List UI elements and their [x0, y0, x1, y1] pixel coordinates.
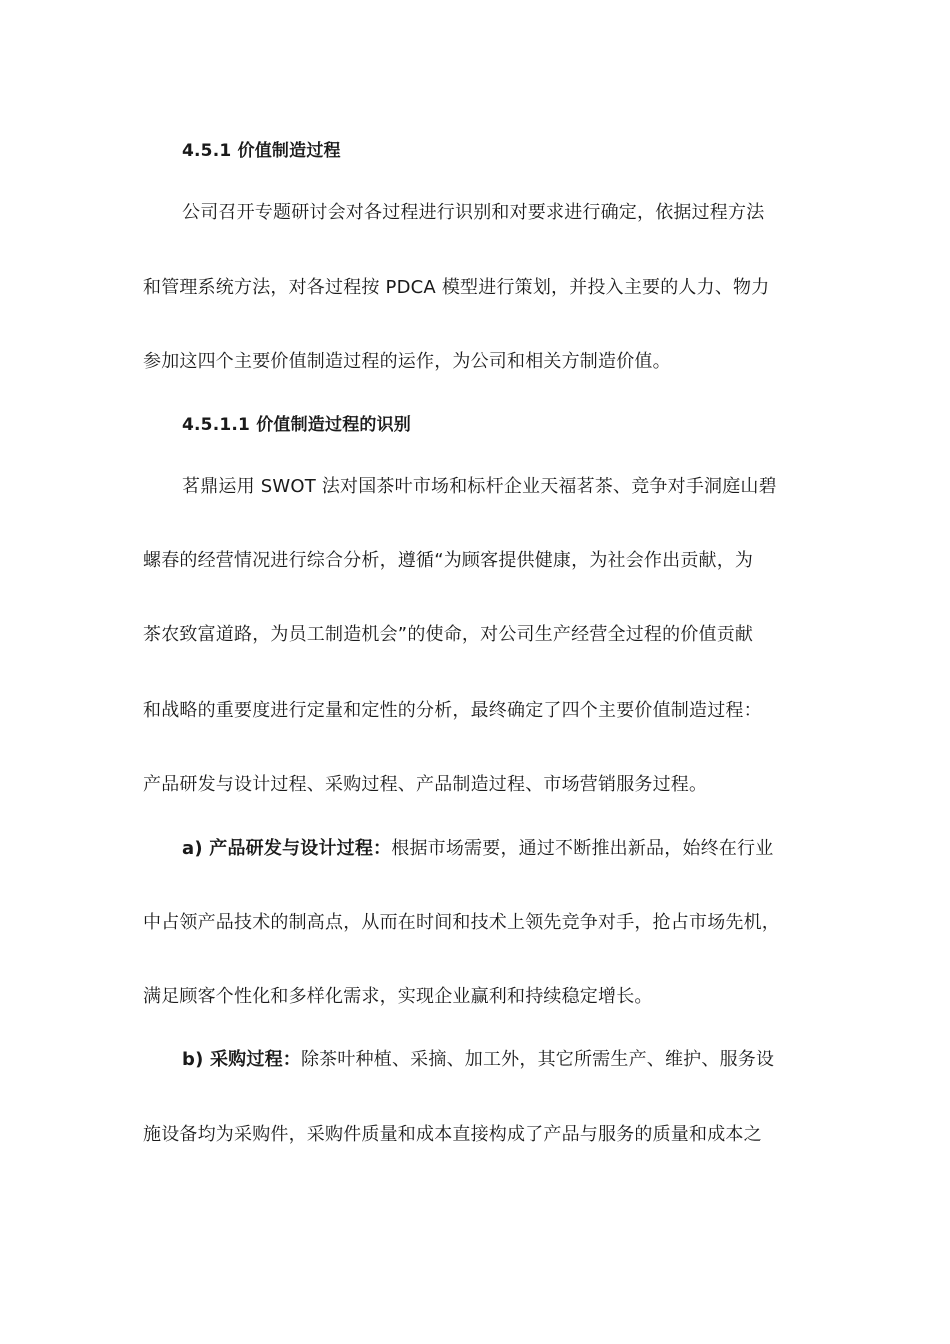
- section-heading-4-5-1: 4.5.1 价值制造过程: [182, 141, 341, 161]
- item-a-line-2: 中占领产品技术的制高点，从而在时间和技术上领先竞争对手，抢占市场先机，: [143, 912, 780, 933]
- item-b-line-1: [182, 1047, 862, 1073]
- section-heading-4-5-1-1: 4.5.1.1 价值制造过程的识别: [182, 415, 412, 435]
- item-a-label: a) 产品研发与设计过程：: [182, 838, 392, 859]
- item-b-line-2: 施设备均为采购件，采购件质量和成本直接构成了产品与服务的质量和成本之: [143, 1124, 762, 1145]
- item-b-text: 除茶叶种植、采摘、加工外，其它所需生产、维护、服务设: [300, 1049, 775, 1070]
- item-a-line-3: 满足顾客个性化和多样化需求，实现企业赢利和持续稳定增长。: [143, 986, 653, 1007]
- paragraph-1-line-2: 和管理系统方法，对各过程按 PDCA 模型进行策划，并投入主要的人力、物力: [143, 277, 770, 298]
- paragraph-2-line-4: 和战略的重要度进行定量和定性的分析，最终确定了四个主要价值制造过程：: [143, 700, 762, 721]
- paragraph-2-line-5: 产品研发与设计过程、采购过程、产品制造过程、市场营销服务过程。: [143, 774, 708, 795]
- item-b-label: b) 采购过程：: [182, 1049, 301, 1070]
- paragraph-2-line-1: 茗鼎运用 SWOT 法对国茶叶市场和标杆企业天福茗茶、竞争对手洞庭山碧: [182, 476, 777, 497]
- paragraph-2-line-2: 螺春的经营情况进行综合分析，遵循“为顾客提供健康，为社会作出贡献，为: [143, 550, 754, 571]
- paragraph-1-line-1: 公司召开专题研讨会对各过程进行识别和对要求进行确定，依据过程方法: [182, 202, 765, 223]
- item-a-text: 根据市场需要，通过不断推出新品，始终在行业: [391, 838, 774, 859]
- paragraph-2-line-3: 茶农致富道路，为员工制造机会”的使命，对公司生产经营全过程的价值贡献: [143, 624, 754, 645]
- item-a-line-1: [182, 836, 862, 862]
- paragraph-1-line-3: 参加这四个主要价值制造过程的运作，为公司和相关方制造价值。: [143, 351, 671, 372]
